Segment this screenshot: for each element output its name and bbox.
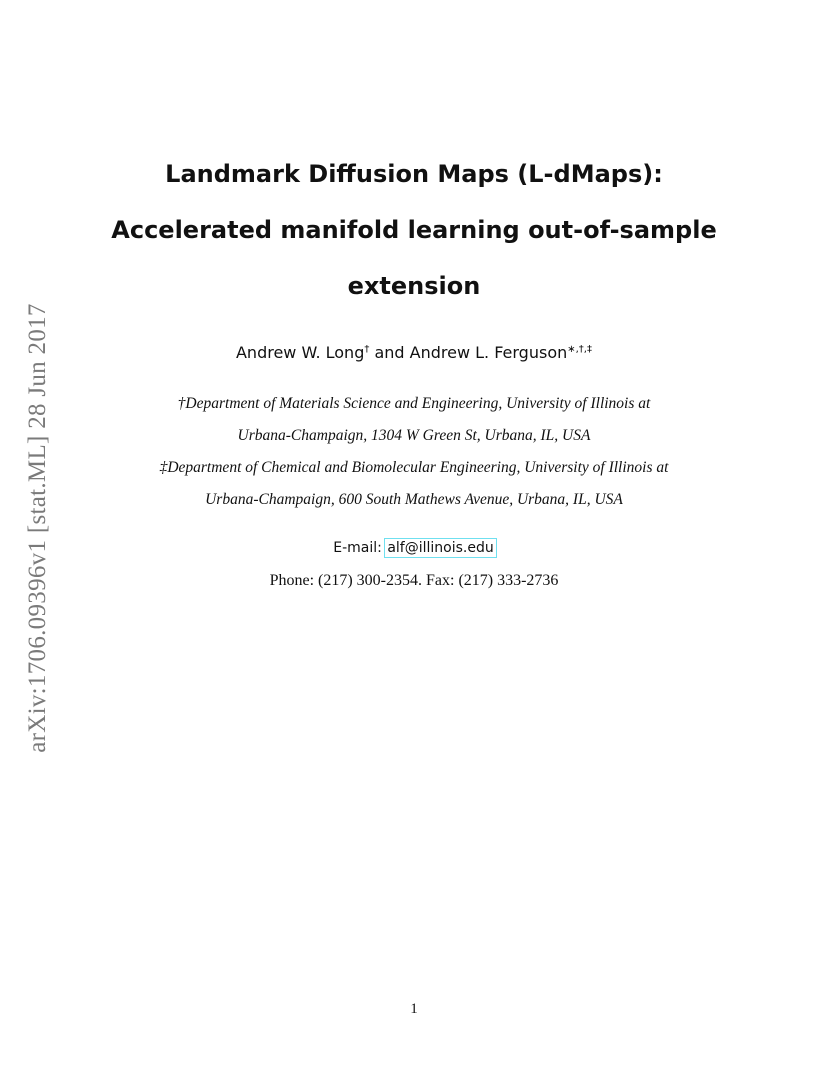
author-list xyxy=(0,343,828,362)
title-line-3: extension xyxy=(347,272,481,300)
phone-fax-line: Phone: (217) 300-2354. Fax: (217) 333-2736 xyxy=(269,572,559,589)
author-2-name: Andrew L. Ferguson xyxy=(409,343,568,362)
page-number: 1 xyxy=(410,1001,418,1017)
author-1-marks: † xyxy=(364,344,370,355)
affiliation-1-line-2: Urbana-Champaign, 1304 W Green St, Urbana, IL, USA xyxy=(237,427,591,444)
email-label: E-mail: xyxy=(333,540,382,556)
arxiv-side-stamp: arXiv:1706.09396v1 [stat.ML] 28 Jun 2017 xyxy=(24,303,51,753)
title-line-2: Accelerated manifold learning out-of-sample xyxy=(111,216,717,244)
author-2-marks: ∗,†,‡ xyxy=(567,344,592,355)
email-line xyxy=(0,540,828,556)
affiliation-1-line-1: †Department of Materials Science and Engineering, University of Illinois at xyxy=(177,395,651,412)
author-conjunction: and xyxy=(374,343,405,362)
affiliation-2-line-1: ‡Department of Chemical and Biomolecular Engineering, University of Illinois at xyxy=(159,459,669,476)
title-line-1: Landmark Diffusion Maps (L-dMaps): xyxy=(165,160,663,188)
email-link[interactable]: alf@illinois.edu xyxy=(387,540,494,556)
affiliation-2-line-2: Urbana-Champaign, 600 South Mathews Avenue, Urbana, IL, USA xyxy=(205,491,623,508)
author-1-name: Andrew W. Long xyxy=(235,343,365,362)
